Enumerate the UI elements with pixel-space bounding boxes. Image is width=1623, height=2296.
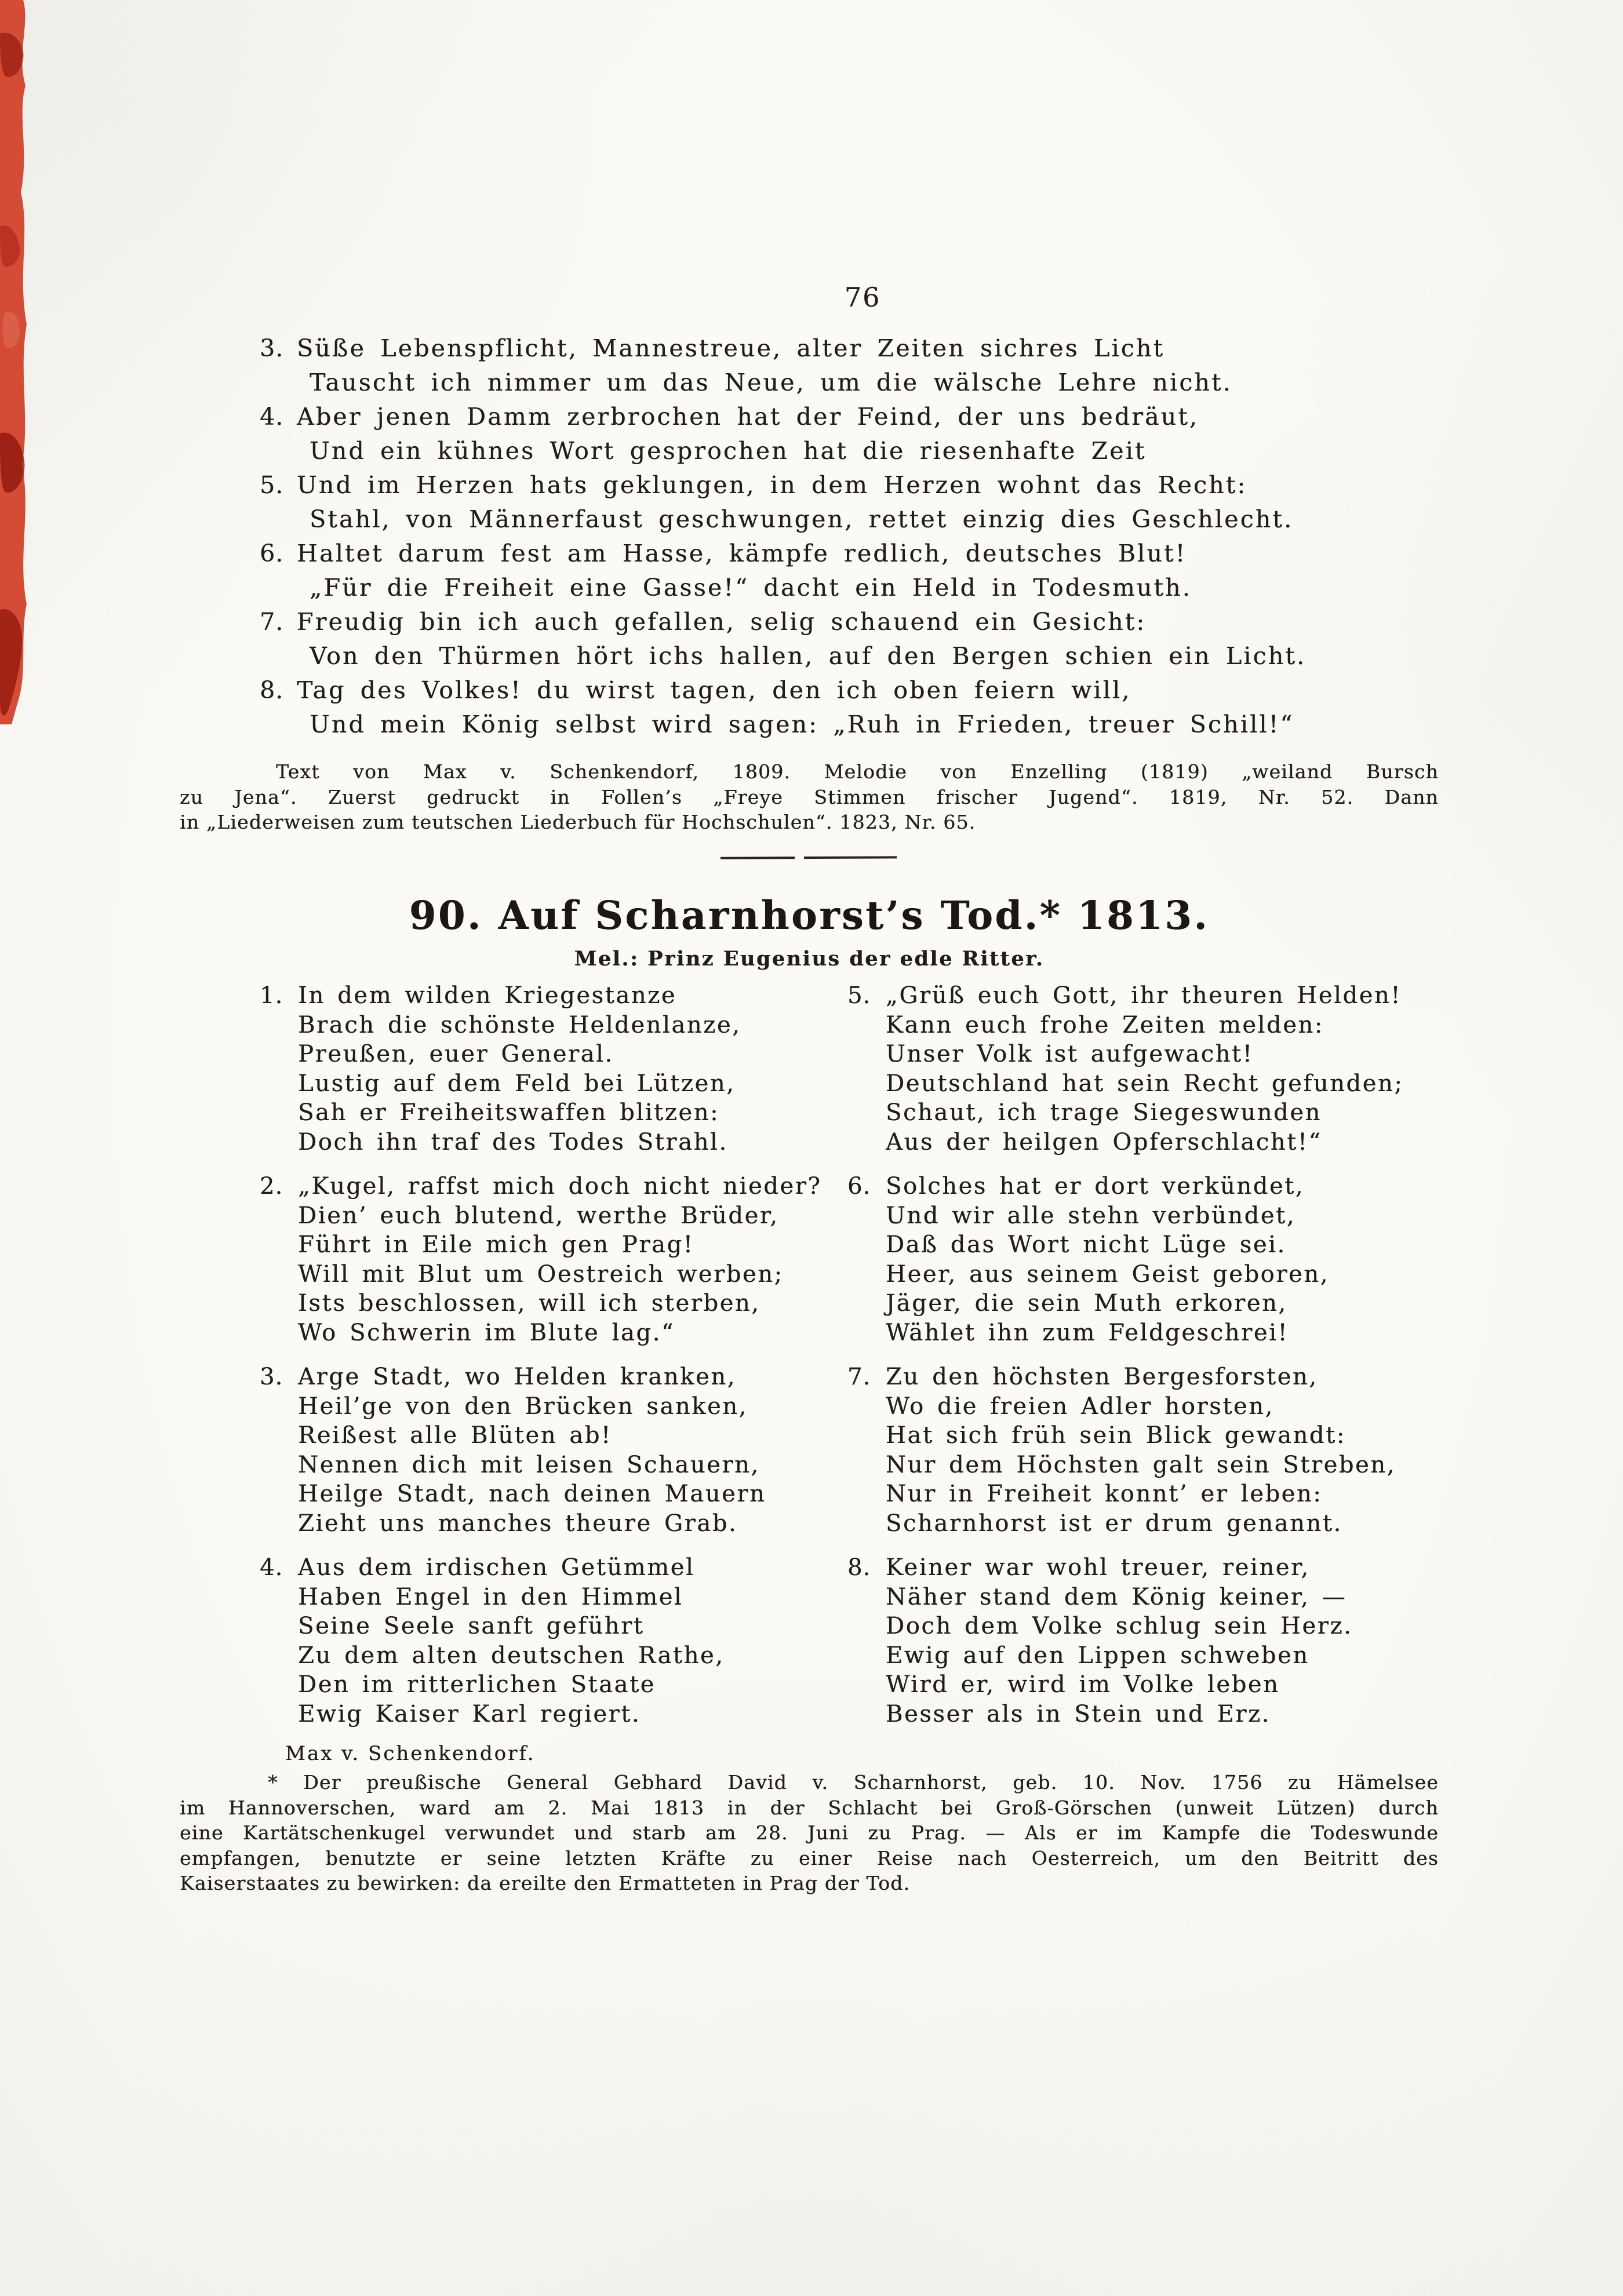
song-title: 90. Auf Scharnhorst’s Tod.* 1813. [409,892,1210,938]
footnote-line: Kaiserstaates zu bewirken: da ereilte den Ermatteten in Prag der Tod. [180,1872,911,1894]
verse-line: „Für die Freiheit eine Gasse!“ dacht ein Held in Todesmuth. [310,574,1192,602]
footnote-line: im Hannoverschen, ward am 2. Mai 1813 in der Schlacht bei Groß-Görschen (unweit Lützen) durch [180,1796,1439,1819]
verse-line: Aus der heilgen Opferschlacht!“ [886,1128,1322,1156]
source-note-line: in „Liederweisen zum teutschen Liederbuch für Hochschulen“. 1823, Nr. 65. [180,811,976,833]
continued-song-stanzas [260,331,1329,742]
verse-line: Und wir alle stehn verbündet, [886,1202,1296,1229]
source-note [180,759,1439,835]
stanza-number: 5. [260,471,284,499]
verse-line: Wo Schwerin im Blute lag.“ [298,1319,675,1346]
verse-line: Reißest alle Blüten ab! [298,1422,612,1449]
verse-line: 7. Freudig bin ich auch gefallen, selig schauend ein Gesicht: [297,605,1329,639]
verse-line: Seine Seele sanft geführt [298,1613,645,1639]
stanza [847,1553,1454,1729]
stanza [847,981,1454,1157]
stanza [260,537,1329,605]
verse-line: Doch ihn traf des Todes Strahl. [298,1128,728,1156]
stanza-number: 5. [847,982,871,1009]
verse-line: 8. Tag des Volkes! du wirst tagen, den ich oben feiern will, [297,673,1329,708]
verse-line: 3. Süße Lebenspflicht, Mannestreue, alter Zeiten sichres Licht [297,331,1329,366]
verse-line: Brach die schönste Heldenlanze, [298,1011,741,1038]
verse-line: Lustig auf dem Feld bei Lützen, [298,1070,736,1097]
verse-line: Wählet ihn zum Feldgeschrei! [886,1319,1289,1346]
verse-line: Zu dem alten deutschen Rathe, [298,1642,725,1669]
verse-line: Wird er, wird im Volke leben [886,1671,1280,1698]
verse-line: Scharnhorst ist er drum genannt. [886,1510,1342,1537]
verse-line: 5. Und im Herzen hats geklungen, in dem Herzen wohnt das Recht: [297,468,1329,502]
stanza [260,331,1329,400]
verse-line: 7. Zu den höchsten Bergesforsten, [886,1362,1454,1392]
verse-line: Kann euch frohe Zeiten melden: [886,1011,1324,1038]
verse-line: 8. Keiner war wohl treuer, reiner, [886,1553,1454,1583]
stanza-number: 6. [847,1173,871,1200]
verse-line: 6. Haltet darum fest am Hasse, kämpfe redlich, deutsches Blut! [297,537,1329,571]
verse-line: Deutschland hat sein Recht gefunden; [886,1070,1404,1097]
footnote-line: * Der preußische General Gebhard David v. Scharnhorst, geb. 10. Nov. 1756 zu Hämelsee [268,1771,1439,1794]
verse-line: Und ein kühnes Wort gesprochen hat die riesenhafte Zeit [310,437,1147,465]
stanza-number: 8. [847,1554,871,1581]
stanza-number: 3. [260,1364,283,1390]
verse-line: Heer, aus seinem Geist geboren, [886,1260,1329,1288]
stanza [260,1362,866,1538]
page-number: 76 [844,282,881,313]
stanza-number: 7. [260,608,284,636]
verse-line: Nur in Freiheit konnt’ er leben: [886,1481,1323,1507]
verse-line: Ewig Kaiser Karl regiert. [298,1700,641,1728]
verse-line: Unser Volk ist aufgewacht! [886,1041,1254,1067]
stanza [847,1172,1454,1347]
verse-line: Den im ritterlichen Staate [298,1671,656,1698]
verse-line: Dien’ euch blutend, werthe Brüder, [298,1202,779,1229]
scan-edge-artifact [0,0,34,724]
verse-line: Heilge Stadt, nach deinen Mauern [298,1481,766,1507]
verse-line: 3. Arge Stadt, wo Helden kranken, [298,1362,866,1392]
verse-line: Besser als in Stein und Erz. [886,1700,1271,1728]
stanza-column-left [260,981,866,1744]
stanza-number: 3. [260,334,284,362]
source-note-line: zu Jena“. Zuerst gedruckt in Follen’s „Freye Stimmen frischer Jugend“. 1819, Nr. 52. Dann [180,785,1439,808]
stanza-number: 2. [260,1173,283,1200]
verse-line: Und mein König selbst wird sagen: „Ruh in Frieden, treuer Schill!“ [310,710,1294,738]
verse-line: Hat sich früh sein Blick gewandt: [886,1422,1346,1449]
section-divider [720,856,906,859]
stanza-number: 8. [260,676,284,704]
verse-line: Will mit Blut um Oestreich werben; [298,1260,784,1288]
verse-line: Ewig auf den Lippen schweben [886,1642,1309,1669]
stanza [847,1362,1454,1538]
verse-line: Haben Engel in den Himmel [298,1583,683,1610]
stanza-number: 1. [260,982,283,1009]
verse-line: Heil’ge von den Brücken sanken, [298,1393,748,1420]
stanza [260,468,1329,537]
stanza [260,673,1329,742]
verse-line: 2. „Kugel, raffst mich doch nicht nieder? [298,1172,866,1201]
stanza [260,981,866,1157]
stanza-number: 6. [260,540,284,567]
verse-line: Näher stand dem König keiner, — [886,1583,1347,1610]
melody-note: Mel.: Prinz Eugenius der edle Ritter. [574,947,1045,971]
verse-line: 5. „Grüß euch Gott, ihr theuren Helden! [886,981,1454,1011]
footnote-line: empfangen, benutzte er seine letzten Kräfte zu einer Reise nach Oesterreich, um den Beitritt des [180,1846,1439,1869]
footnote-line: eine Kartätschenkugel verwundet und starb am 28. Juni zu Prag. — Als er im Kampfe die Todeswunde [180,1821,1439,1844]
stanza [260,400,1329,468]
stanza-number: 7. [847,1364,871,1390]
verse-line: Wo die freien Adler horsten, [886,1393,1274,1420]
verse-line: Sah er Freiheitswaffen blitzen: [298,1099,720,1126]
stanza-number: 4. [260,403,284,431]
source-note-line: Text von Max v. Schenkendorf, 1809. Melodie von Enzelling (1819) „weiland Bursch [276,760,1439,783]
scharnhorst-footnote [180,1770,1439,1896]
stanza [260,1553,866,1729]
verse-line: Ists beschlossen, will ich sterben, [298,1290,760,1317]
verse-line: Stahl, von Männerfaust geschwungen, rettet einzig dies Geschlecht. [310,505,1294,533]
verse-line: Jäger, die sein Muth erkoren, [886,1290,1287,1317]
author-attribution: Max v. Schenkendorf. [285,1742,536,1765]
verse-line: Führt in Eile mich gen Prag! [298,1231,694,1258]
verse-line: Doch dem Volke schlug sein Herz. [886,1613,1353,1639]
verse-line: 6. Solches hat er dort verkündet, [886,1172,1454,1201]
verse-line: Schaut, ich trage Siegeswunden [886,1099,1322,1126]
verse-line: Zieht uns manches theure Grab. [298,1510,738,1537]
verse-line: Tauscht ich nimmer um das Neue, um die wälsche Lehre nicht. [310,369,1232,396]
verse-line: Nur dem Höchsten galt sein Streben, [886,1451,1396,1478]
verse-line: Daß das Wort nicht Lüge sei. [886,1231,1286,1258]
verse-line: Nennen dich mit leisen Schauern, [298,1451,760,1478]
stanza-number: 4. [260,1554,283,1581]
stanza-column-right [847,981,1454,1744]
verse-line: 4. Aber jenen Damm zerbrochen hat der Feind, der uns bedräut, [297,400,1329,434]
verse-line: Von den Thürmen hört ichs hallen, auf den Bergen schien ein Licht. [310,642,1307,670]
verse-line: Preußen, euer General. [298,1041,614,1067]
stanza [260,1172,866,1347]
verse-line: 1. In dem wilden Kriegestanze [298,981,866,1011]
stanza [260,605,1329,673]
verse-line: 4. Aus dem irdischen Getümmel [298,1553,866,1583]
